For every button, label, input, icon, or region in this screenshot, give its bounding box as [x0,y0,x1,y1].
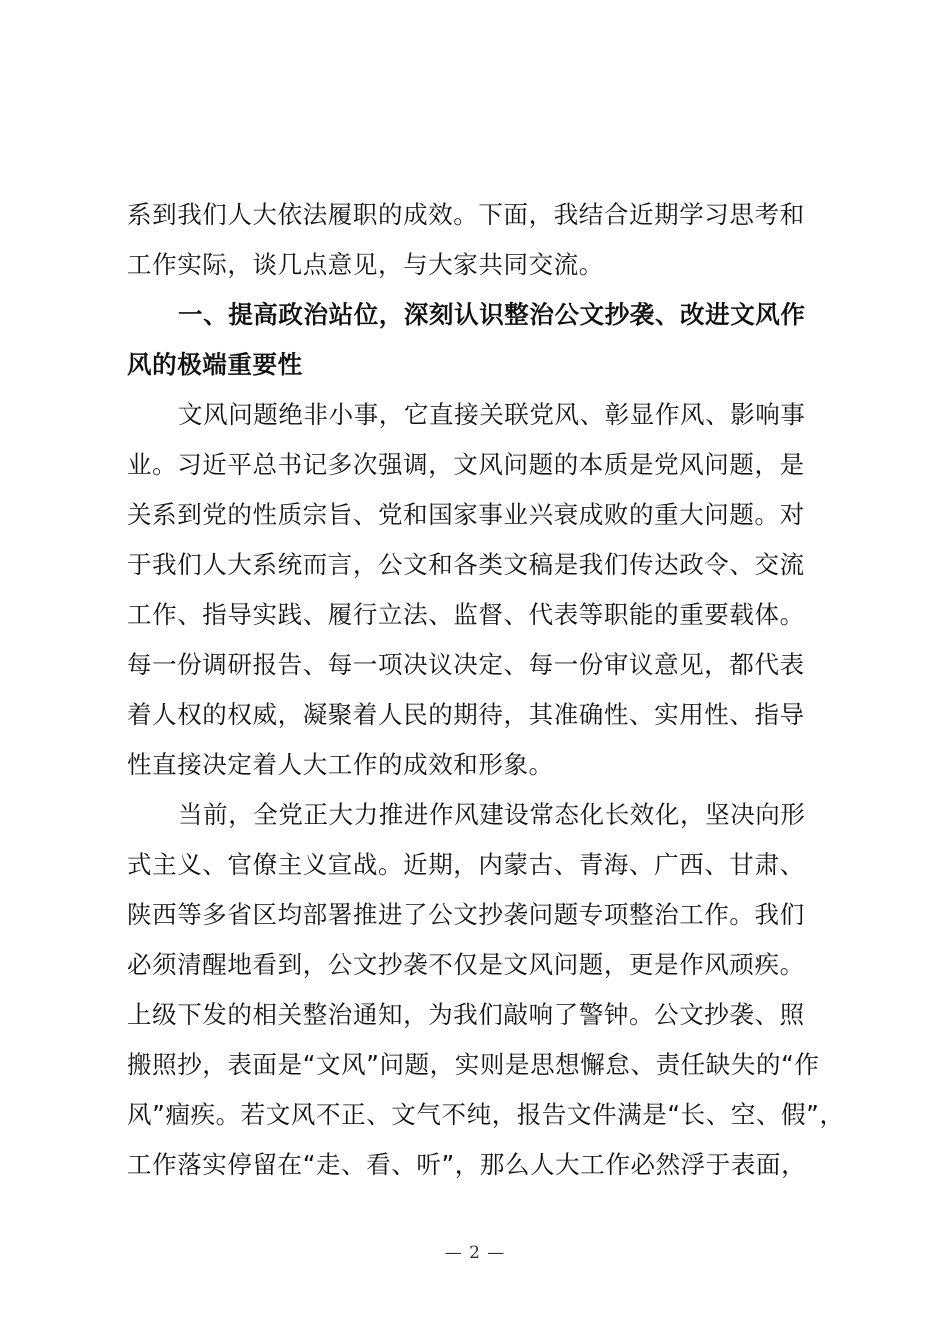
section-heading-line-2: 风的极端重要性 [127,350,303,379]
text-line-9: 工作、指导实践、履行立法、监督、代表等职能的重要载体。 [127,600,805,629]
text-line-17: 上级下发的相关整治通知，为我们敲响了警钟。公文抄袭、照 [127,1000,805,1029]
text-line-12: 性直接决定着人大工作的成效和形象。 [127,750,554,779]
text-line-10: 每一份调研报告、每一项决议决定、每一份审议意见，都代表 [127,650,805,679]
text-line-13: 当前，全党正大力推进作风建设常态化长效化，坚决向形 [178,800,806,829]
page-number: — 2 — [444,1243,506,1263]
text-line-7: 关系到党的性质宗旨、党和国家事业兴衰成败的重大问题。对 [127,500,805,529]
text-line-1: 系到我们人大依法履职的成效。下面，我结合近期学习思考和 [127,200,805,229]
text-line-11: 着人权的权威，凝聚着人民的期待，其准确性、实用性、指导 [127,700,805,729]
text-line-19: 风”痼疾。若文风不正、文气不纯，报告文件满是“长、空、假”， [127,1100,845,1129]
text-line-5: 文风问题绝非小事，它直接关联党风、彰显作风、影响事 [178,400,806,429]
section-heading-line-1: 一、提高政治站位，深刻认识整治公文抄袭、改进文风作 [178,300,806,329]
text-line-16: 必须清醒地看到，公文抄袭不仅是文风问题，更是作风顽疾。 [127,950,805,979]
text-line-20: 工作落实停留在“走、看、听”，那么人大工作必然浮于表面， [127,1150,807,1179]
text-line-14: 式主义、官僚主义宣战。近期，内蒙古、青海、广西、甘肃、 [127,850,805,879]
text-line-6: 业。习近平总书记多次强调，文风问题的本质是党风问题，是 [127,450,805,479]
text-line-8: 于我们人大系统而言，公文和各类文稿是我们传达政令、交流 [127,550,805,579]
text-line-15: 陕西等多省区均部署推进了公文抄袭问题专项整治工作。我们 [127,900,805,929]
text-line-18: 搬照抄，表面是“文风”问题，实则是思想懈怠、责任缺失的“作 [127,1050,820,1079]
text-line-2: 工作实际，谈几点意见，与大家共同交流。 [127,250,604,279]
